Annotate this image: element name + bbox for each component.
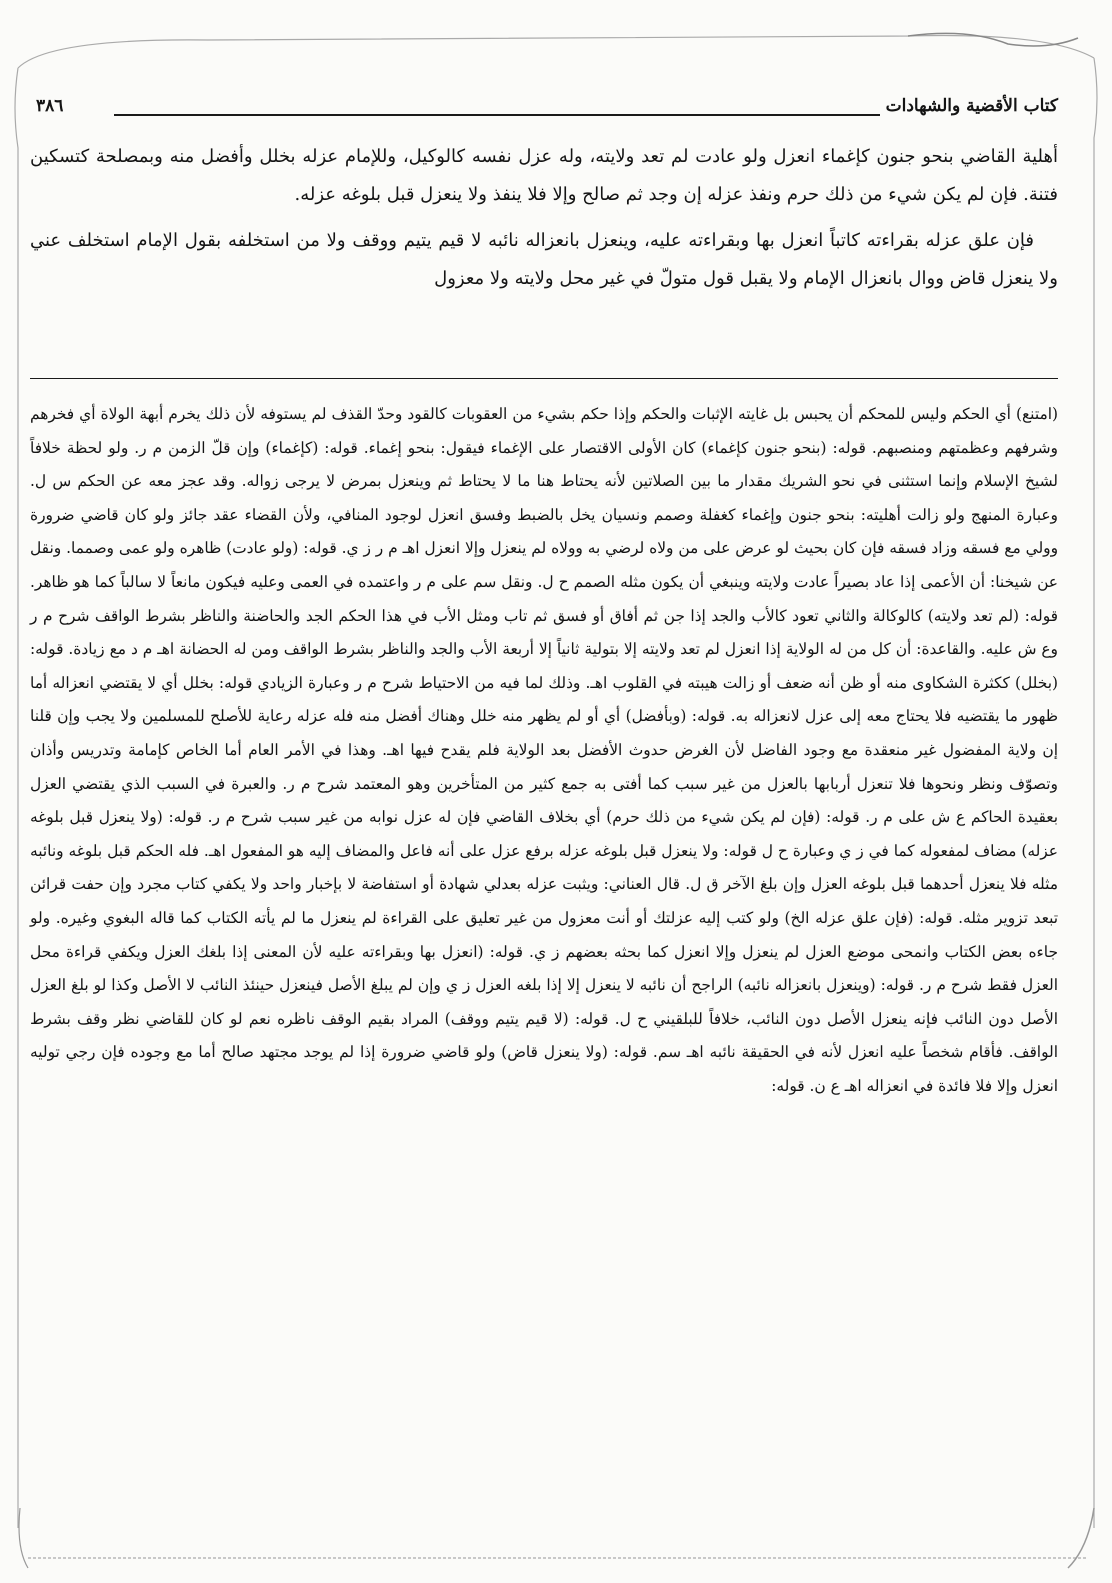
- page-number: ٣٨٦: [36, 96, 64, 116]
- page-header: [30, 92, 1058, 132]
- commentary-paragraph: (امتنع) أي الحكم وليس للمحكم أن يحبس بل غايته الإثبات والحكم وإذا حكم بشيء من العقوبات كالقود وحدّ القذف لم يستوفه لأن ذلك يخرم أبهة الولاة أي فخرهم وشرفهم وعظمتهم ومنصبهم. قوله: (بنحو جنون كإغماء) كان الأولى الاقتصار على الإغماء فيقول: بنحو إغماء. قوله: (كإغماء) وإن قلّ الزمن م ر. ولو لحظة خلافاً لشيخ الإسلام وإنما استثنى في نحو الشريك مقدار ما بين الصلاتين لأنه يحتاط هنا ما لا يحتاط ثم وينعزل بمرض لا يرجى زواله. وقد عجز معه عن الحكم س ل. وعبارة المنهج ولو زالت أهليته: بنحو جنون وإغماء كغفلة وصمم ونسيان يخل بالضبط وفسق انعزل لوجود المنافي، ولأن القضاء عقد جائز ولو كان قاضي ضرورة وولي مع فسقه وزاد فسقه فإن كان بحيث لو عرض على من ولاه لرضي به وولاه لم ينعزل وإلا انعزل اهـ م ر ز ي. قوله: (ولو عادت) ظاهره ولو عمى وصمما. ونقل عن شيخنا: أن الأعمى إذا عاد بصيراً عادت ولايته وينبغي أن يكون مثله الصمم ح ل. ونقل سم على م ر واعتمده في العمى وعليه فيكون مانعاً لا سالباً كما هو ظاهر. قوله: (لم تعد ولايته) كالوكالة والثاني تعود كالأب والجد إذا جن ثم أفاق أو فسق ثم تاب ومثل الأب في هذا الحكم الجد والحاضنة والناظر بشرط الواقف شرح م ر وع ش عليه. والقاعدة: أن كل من له الولاية إذا انعزل لم تعد ولايته إلا بتولية ثانياً إلا أربعة الأب والجد والناظر بشرط الواقف ومن له الحضانة اهـ م د مع زيادة. قوله: (بخلل) ككثرة الشكاوى منه أو ظن أنه ضعف أو زالت هيبته في القلوب اهـ. وذلك لما فيه من الاحتياط شرح م ر وعبارة الزيادي قوله: بخلل أي لا يقتضي انعزاله أما ظهور ما يقتضيه فلا يحتاج معه إلى عزل لانعزاله به. قوله: (وبأفضل) أي أو لم يظهر منه خلل وهناك أفضل منه فله عزله رعاية للأصلح للمسلمين ولا يجب وإن قلنا إن ولاية المفضول غير منعقدة مع وجود الفاضل لأن الغرض حدوث الأفضل بعد الولاية فلم يقدح فيها اهـ. وهذا في الأمر العام أما الخاص كإمامة وتدريس وأذان وتصوّف ونظر ونحوها فلا تنعزل أربابها بالعزل من غير سبب كما أفتى به جمع كثير من المتأخرين وهو المعتمد شرح م ر. والعبرة في السبب الذي يقتضي العزل بعقيدة الحاكم ع ش على م ر. قوله: (فإن لم يكن شيء من ذلك حرم) أي بخلاف القاضي فإن له عزل نوابه من غير سبب شرح م ر. قوله: (ولا ينعزل قبل بلوغه عزله) مضاف لمفعوله كما في ز ي وعبارة ح ل قوله: ولا ينعزل قبل بلوغه عزله برفع عزل على أنه فاعل والمضاف إليه هو المفعول اهـ. فله الحكم قبل بلوغه ونائبه مثله فلا ينعزل أحدهما قبل بلوغه العزل وإن بلغ الآخر ق ل. قال العناني: ويثبت عزله بعدلي شهادة أو استفاضة لا بإخبار واحد ولا يكفي كتاب مجرد وإن حفت قرائن تبعد تزوير مثله. قوله: (فإن علق عزله الخ) ولو كتب إليه عزلتك أو أنت معزول من غير تعليق على القراءة لم ينعزل ما لم يأته الكتاب كما قاله البغوي وغيره. ولو جاءه بعض الكتاب وانمحى موضع العزل لم ينعزل وإلا انعزل كما بحثه بعضهم ز ي. قوله: (انعزل بها وبقراءته عليه لأن المعنى إذا بلغك العزل ويكفي قراءة محل العزل فقط شرح م ر. قوله: (وينعزل بانعزاله نائبه) الراجح أن نائبه لا ينعزل إلا إذا بلغه العزل ز ي وإن لم يبلغ الأصل فينعزل حينئذ النائب لا الأصل وكذا لو بلغ العزل الأصل دون النائب فإنه ينعزل الأصل دون النائب، خلافاً للبلقيني ح ل. قوله: (لا قيم يتيم ووقف) المراد بقيم الوقف ناظره نعم لو كان للقاضي نظر وقف بشرط الواقف. فأقام شخصاً عليه انعزل لأنه في الحقيقة نائبه اهـ سم. قوله: (ولا ينعزل قاض) ولو قاضي ضرورة إذا لم يوجد مجتهد صالح أما مع وجوده فإن رجي توليه انعزل وإلا فلا فائدة في انعزاله اهـ ع ن. قوله:: [30, 405, 1058, 1095]
- header-rule: [114, 114, 880, 116]
- chapter-title: كتاب الأقضية والشهادات: [885, 96, 1058, 116]
- main-paragraph: أهلية القاضي بنحو جنون كإغماء انعزل ولو عادت لم تعد ولايته، وله عزل نفسه كالوكيل، وللإمام عزله بخلل وأفضل منه وبمصلحة كتسكين فتنة. فإن لم يكن شيء من ذلك حرم ونفذ عزله إن وجد ثم صالح وإلا فلا ينفذ ولا ينعزل قبل بلوغه عزله.: [30, 146, 1058, 205]
- main-paragraph: فإن علق عزله بقراءته كاتباً انعزل بها وبقراءته عليه، وينعزل بانعزاله نائبه لا قيم يتيم ووقف ولا من استخلفه بقول الإمام استخلف عني ولا ينعزل قاض ووال بانعزال الإمام ولا يقبل قول متولّ في غير محل ولايته ولا معزول: [30, 230, 1058, 289]
- footnote-divider: [30, 378, 1058, 379]
- main-text: [30, 138, 1058, 306]
- commentary-text: [30, 398, 1058, 1103]
